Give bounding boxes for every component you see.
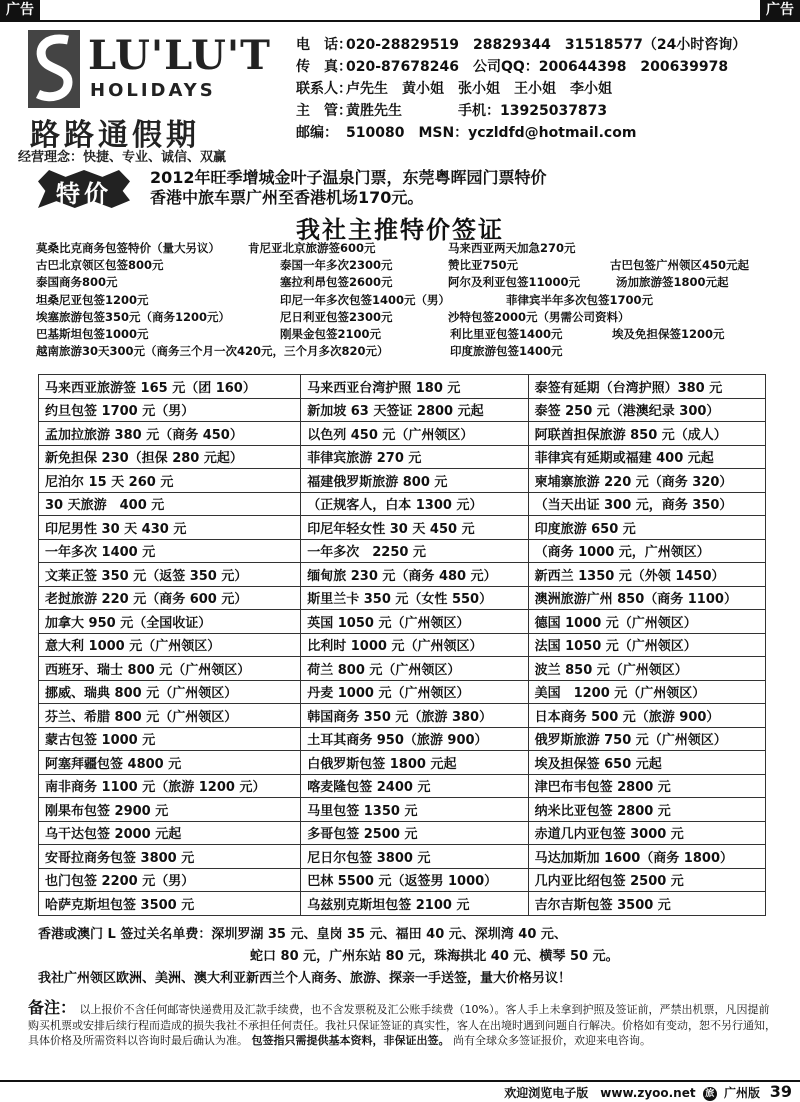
price-table-row — [39, 375, 766, 399]
price-cell: 泰签 250 元（港澳纪录 300） — [528, 398, 765, 422]
price-cell: 哈萨克斯坦包签 3500 元 — [39, 892, 301, 916]
price-cell: 福建俄罗斯旅游 800 元 — [301, 469, 528, 493]
remarks-tail: 尚有全球众多签证报价，欢迎来电咨询。 — [453, 1034, 651, 1047]
special-offer — [38, 170, 798, 210]
price-cell: 意大利 1000 元（广州领区） — [39, 633, 301, 657]
price-table-row — [39, 539, 766, 563]
special-price-label: 特价 — [56, 180, 112, 208]
remarks — [28, 1000, 778, 1049]
price-cell: 马达加斯加 1600（商务 1800） — [528, 845, 765, 869]
price-cell: 印度旅游 650 元 — [528, 516, 765, 540]
price-cell: 蒙古包签 1000 元 — [39, 727, 301, 751]
price-cell: 荷兰 800 元（广州领区） — [301, 657, 528, 681]
price-table-row — [39, 657, 766, 681]
price-table-row — [39, 727, 766, 751]
price-table-row — [39, 774, 766, 798]
zyoo-logo-icon: 旅 — [703, 1087, 717, 1101]
price-table-row — [39, 798, 766, 822]
price-cell: 阿塞拜疆包签 4800 元 — [39, 751, 301, 775]
special-price-badge — [38, 170, 130, 208]
price-cell: 新免担保 230（担保 280 元起） — [39, 445, 301, 469]
price-table-row — [39, 821, 766, 845]
remarks-label: 备注： — [28, 998, 77, 1017]
price-table-row — [39, 680, 766, 704]
price-cell: 韩国商务 350 元（旅游 380） — [301, 704, 528, 728]
price-cell: 西班牙、瑞士 800 元（广州领区） — [39, 657, 301, 681]
price-cell: 孟加拉旅游 380 元（商务 450） — [39, 422, 301, 446]
price-cell: 埃及担保签 650 元起 — [528, 751, 765, 775]
remarks-text: 以上报价不含任何邮寄快递费用及汇款手续费，也不含发票税及汇公账手续费（10%）。客人手上未拿到护照及签证前，严禁出机票，凡因提前购买机票或安排后续行程而造成的损失我社不承担任何责任。我社只保证签证的真实性，客人在出境时遇到问题自行解决。价格如有变动，恕不另行通知，具体价格及所需资料以咨询时最后确认为准。 — [28, 1003, 776, 1047]
price-cell: 刚果布包签 2900 元 — [39, 798, 301, 822]
price-table-row — [39, 469, 766, 493]
logo-s-mark-icon — [28, 30, 80, 108]
price-table-row — [39, 586, 766, 610]
price-cell: 土耳其商务 950（旅游 900） — [301, 727, 528, 751]
price-cell: 新加坡 63 天签证 2800 元起 — [301, 398, 528, 422]
contact-persons: 联系人：卢先生 黄小姐 张小姐 王小姐 李小姐 — [296, 81, 612, 97]
price-cell: 安哥拉商务包签 3800 元 — [39, 845, 301, 869]
price-cell: 加拿大 950 元（全国收证） — [39, 610, 301, 634]
featured-visa-list — [36, 240, 796, 360]
visa-list-row: 泰国商务800元 塞拉利昂包签2600元 阿尔及利亚包签11000元 汤加旅游签1800元起 — [36, 275, 729, 290]
price-cell: 一年多次 1400 元 — [39, 539, 301, 563]
price-table-row — [39, 704, 766, 728]
price-cell: 比利时 1000 元（广州领区） — [301, 633, 528, 657]
price-table-row — [39, 422, 766, 446]
price-cell: 白俄罗斯包签 1800 元起 — [301, 751, 528, 775]
remarks-bold: 包签指只需提供基本资料，非保证出签。 — [251, 1034, 450, 1047]
price-table-row — [39, 516, 766, 540]
brand-name-en: LU'LU'T — [88, 32, 271, 79]
price-cell: 挪威、瑞典 800 元（广州领区） — [39, 680, 301, 704]
visa-price-table — [38, 374, 766, 916]
price-cell: 波兰 850 元（广州领区） — [528, 657, 765, 681]
price-cell: 巴林 5500 元（返签男 1000） — [301, 868, 528, 892]
price-table-row — [39, 445, 766, 469]
footer-text: 欢迎浏览电子版 www.zyoo.net 旅 广州版 — [504, 1086, 760, 1100]
price-cell: 缅甸旅 230 元（商务 480 元） — [301, 563, 528, 587]
price-cell: 印尼男性 30 天 430 元 — [39, 516, 301, 540]
contact-postcode: 邮编： 510080 MSN：yczldfd@hotmail.com — [296, 125, 637, 141]
price-cell: 菲律宾有延期或福建 400 元起 — [528, 445, 765, 469]
price-cell: 乌干达包签 2000 元起 — [39, 821, 301, 845]
price-cell: 多哥包签 2500 元 — [301, 821, 528, 845]
brand-name-cn: 路路通假期 — [30, 118, 200, 153]
top-bar — [0, 0, 800, 22]
visa-list-row: 越南旅游30天300元（商务三个月一次420元，三个月多次820元） 印度旅游包签1400元 — [36, 344, 563, 359]
featured-visa-title: 我社主推特价签证 — [296, 216, 504, 244]
price-cell: 法国 1050 元（广州领区） — [528, 633, 765, 657]
price-cell: 尼日尔包签 3800 元 — [301, 845, 528, 869]
price-cell: 津巴布韦包签 2800 元 — [528, 774, 765, 798]
price-cell: 南非商务 1100 元（旅游 1200 元） — [39, 774, 301, 798]
price-cell: 马来西亚台湾护照 180 元 — [301, 375, 528, 399]
price-cell: （正规客人，白本 1300 元） — [301, 492, 528, 516]
price-cell: 菲律宾旅游 270 元 — [301, 445, 528, 469]
price-cell: 30 天旅游 400 元 — [39, 492, 301, 516]
price-cell: 以色列 450 元（广州领区） — [301, 422, 528, 446]
price-cell: 柬埔寨旅游 220 元（商务 320） — [528, 469, 765, 493]
price-table-row — [39, 868, 766, 892]
price-table-row — [39, 633, 766, 657]
price-table-row — [39, 492, 766, 516]
price-table-row — [39, 610, 766, 634]
price-table-row — [39, 563, 766, 587]
price-cell: 马来西亚旅游签 165 元（团 160） — [39, 375, 301, 399]
price-cell: 英国 1050 元（广州领区） — [301, 610, 528, 634]
visa-list-row: 埃塞旅游包签350元（商务1200元） 尼日利亚包签2300元 沙特包签2000元（男需公司资料） — [36, 309, 630, 324]
contact-phone: 电 话：020-28829519 28829344 31518577（24小时咨询） — [296, 37, 747, 53]
price-table-row — [39, 892, 766, 916]
footer-bar — [0, 1080, 800, 1102]
price-cell: 尼泊尔 15 天 260 元 — [39, 469, 301, 493]
price-cell: 俄罗斯旅游 750 元（广州领区） — [528, 727, 765, 751]
contact-manager: 主 管：黄胜先生 手机：13925037873 — [296, 103, 608, 119]
price-cell: 日本商务 500 元（旅游 900） — [528, 704, 765, 728]
price-cell: 吉尔吉斯包签 3500 元 — [528, 892, 765, 916]
price-cell: 美国 1200 元（广州领区） — [528, 680, 765, 704]
price-cell: 阿联酋担保旅游 850 元（成人） — [528, 422, 765, 446]
visa-list-row: 古巴北京领区包签800元 泰国一年多次2300元 赞比亚750元 古巴包签广州领区450元起 — [36, 258, 750, 273]
price-cell: 芬兰、希腊 800 元（广州领区） — [39, 704, 301, 728]
price-cell: 乌兹别克斯坦包签 2100 元 — [301, 892, 528, 916]
price-cell: 几内亚比绍包签 2500 元 — [528, 868, 765, 892]
company-logo — [18, 26, 271, 166]
page-number: 39 — [769, 1082, 792, 1101]
price-cell: 老挝旅游 220 元（商务 600 元） — [39, 586, 301, 610]
contact-fax: 传 真：020-87678246 公司QQ：200644398 200639978 — [296, 59, 729, 75]
price-cell: 约旦包签 1700 元（男） — [39, 398, 301, 422]
visa-list-row: 莫桑比克商务包签特价（量大另议） 肯尼亚北京旅游签600元 马来西亚两天加急270元 — [36, 241, 576, 255]
price-cell: （商务 1000 元，广州领区） — [528, 539, 765, 563]
ad-tag-right: 广告 — [760, 0, 800, 20]
price-cell: 喀麦隆包签 2400 元 — [301, 774, 528, 798]
visa-list-row: 巴基斯坦包签1000元 刚果金包签2100元 利比里亚包签1400元 埃及免担保签1200元 — [36, 326, 725, 341]
price-table-row — [39, 845, 766, 869]
top-rule — [0, 20, 800, 22]
business-philosophy: 经营理念：快捷、专业、诚信、双赢 — [18, 150, 227, 165]
price-cell: 文莱正签 350 元（返签 350 元） — [39, 563, 301, 587]
price-cell: 德国 1000 元（广州领区） — [528, 610, 765, 634]
price-cell: 斯里兰卡 350 元（女性 550） — [301, 586, 528, 610]
visa-list-row: 坦桑尼亚包签1200元 印尼一年多次包签1400元（男） 菲律宾半年多次包签1700元 — [36, 292, 654, 307]
price-cell: 澳洲旅游广州 850（商务 1100） — [528, 586, 765, 610]
price-cell: （当天出证 300 元，商务 350） — [528, 492, 765, 516]
hk-macau-fee-note: 香港或澳门 L 签过关名单费：深圳罗湖 35 元、皇岗 35 元、福田 40 元、深圳湾 40 元、 蛇口 80 元，广州东站 80 元，珠海拱北 40 元、横琴 50 元。 我社广州领区欧洲、美洲、澳大利亚新西兰个人商务、旅游、探亲一手送签，量大价格另议！ — [38, 927, 619, 986]
price-cell: 泰签有延期（台湾护照）380 元 — [528, 375, 765, 399]
price-cell: 赤道几内亚包签 3000 元 — [528, 821, 765, 845]
price-table-row — [39, 751, 766, 775]
price-cell: 丹麦 1000 元（广州领区） — [301, 680, 528, 704]
ad-tag-left: 广告 — [0, 0, 40, 20]
brand-subtitle: HOLIDAYS — [90, 80, 216, 101]
price-cell: 新西兰 1350 元（外领 1450） — [528, 563, 765, 587]
price-cell: 也门包签 2200 元（男） — [39, 868, 301, 892]
price-cell: 一年多次 2250 元 — [301, 539, 528, 563]
price-table-row — [39, 398, 766, 422]
price-cell: 马里包签 1350 元 — [301, 798, 528, 822]
special-offer-text: 2012年旺季增城金叶子温泉门票，东莞粤晖园门票特价 香港中旅车票广州至香港机场170元。 — [150, 168, 547, 207]
price-cell: 纳米比亚包签 2800 元 — [528, 798, 765, 822]
price-cell: 印尼年轻女性 30 天 450 元 — [301, 516, 528, 540]
contact-info — [296, 34, 746, 144]
